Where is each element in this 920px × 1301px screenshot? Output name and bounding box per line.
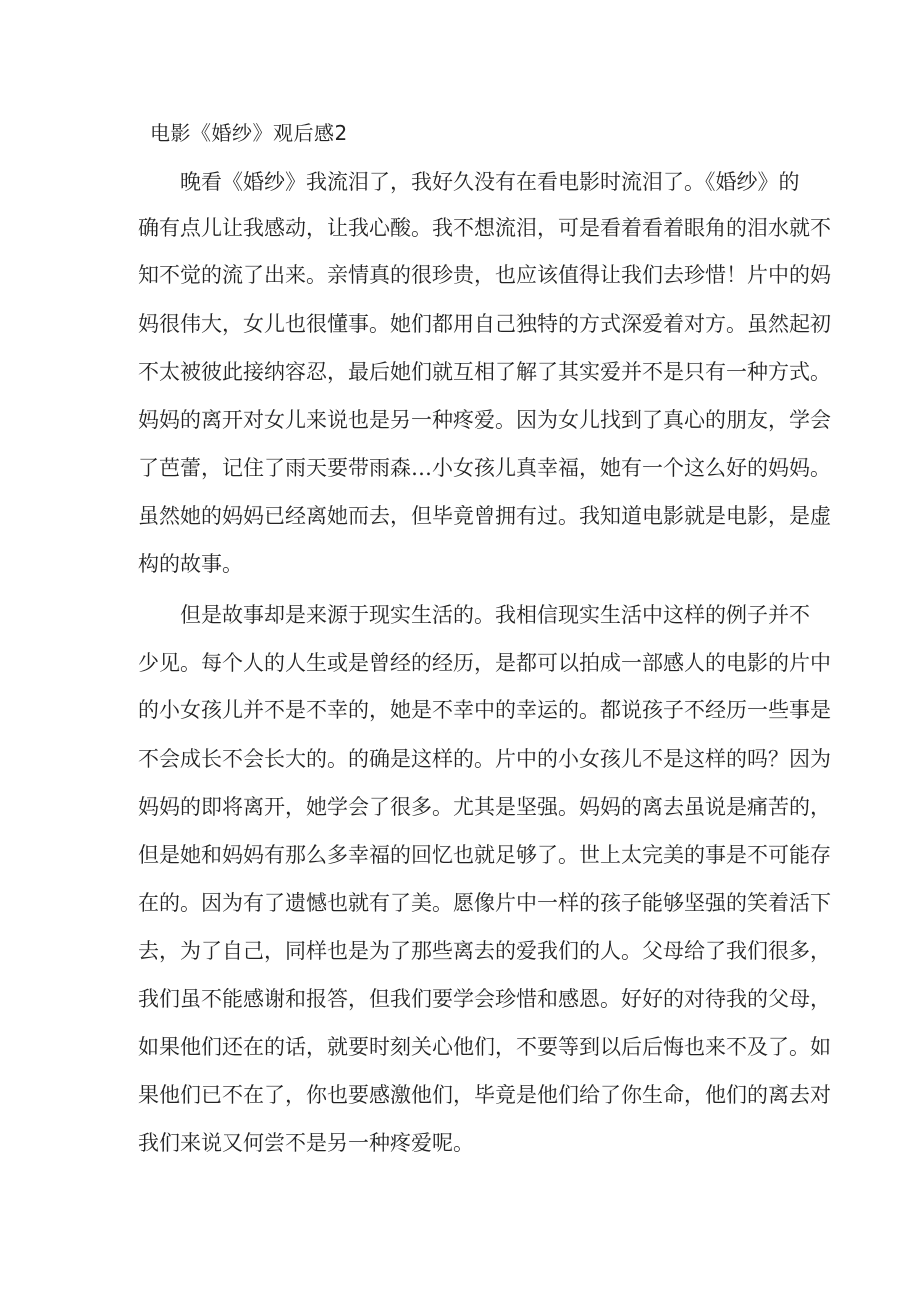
paragraph-line: 了芭蕾，记住了雨天要带雨森…小女孩儿真幸福，她有一个这么好的妈妈。 [138, 456, 831, 480]
paragraph-line: 不会成长不会长大的。的确是这样的。片中的小女孩儿不是这样的吗？因为 [138, 747, 831, 771]
paragraph-line: 妈妈的即将离开，她学会了很多。尤其是坚强。妈妈的离去虽说是痛苦的， [138, 795, 831, 819]
paragraph-line: 少见。每个人的人生或是曾经的经历，是都可以拍成一部感人的电影的片中 [138, 651, 831, 675]
paragraph-line: 果他们已不在了，你也要感激他们，毕竟是他们给了你生命，他们的离去对 [138, 1083, 831, 1107]
paragraph-line: 不太被彼此接纳容忍，最后她们就互相了解了其实爱并不是只有一种方式。 [138, 360, 831, 384]
paragraph-line: 但是故事却是来源于现实生活的。我相信现实生活中这样的例子并不 [180, 603, 810, 627]
paragraph-line: 妈妈的离开对女儿来说也是另一种疼爱。因为女儿找到了真心的朋友，学会 [138, 408, 831, 432]
paragraph-line: 知不觉的流了出来。亲情真的很珍贵，也应该值得让我们去珍惜！片中的妈 [138, 263, 831, 287]
paragraph-line: 在的。因为有了遗憾也就有了美。愿像片中一样的孩子能够坚强的笑着活下 [138, 891, 831, 915]
paragraph-line: 我们来说又何尝不是另一种疼爱呢。 [138, 1131, 474, 1155]
paragraph-line: 但是她和妈妈有那么多幸福的回忆也就足够了。世上太完美的事是不可能存 [138, 843, 831, 867]
document-title: 电影《婚纱》观后感2 [150, 121, 348, 145]
paragraph-line: 妈很伟大，女儿也很懂事。她们都用自己独特的方式深爱着对方。虽然起初 [138, 312, 831, 336]
paragraph-line: 去，为了自己，同样也是为了那些离去的爱我们的人。父母给了我们很多， [138, 939, 831, 963]
paragraph-line: 我们虽不能感谢和报答，但我们要学会珍惜和感恩。好好的对待我的父母， [138, 987, 831, 1011]
paragraph-line: 的小女孩儿并不是不幸的，她是不幸中的幸运的。都说孩子不经历一些事是 [138, 698, 831, 722]
paragraph-line: 虽然她的妈妈已经离她而去，但毕竟曾拥有过。我知道电影就是电影，是虚 [138, 504, 831, 528]
paragraph-line: 确有点儿让我感动，让我心酸。我不想流泪，可是看着看着眼角的泪水就不 [138, 216, 831, 240]
paragraph-line: 构的故事。 [138, 552, 243, 576]
paragraph-line: 如果他们还在的话，就要时刻关心他们，不要等到以后后悔也来不及了。如 [138, 1035, 831, 1059]
paragraph-line: 晚看《婚纱》我流泪了，我好久没有在看电影时流泪了。《婚纱》的 [180, 170, 800, 194]
